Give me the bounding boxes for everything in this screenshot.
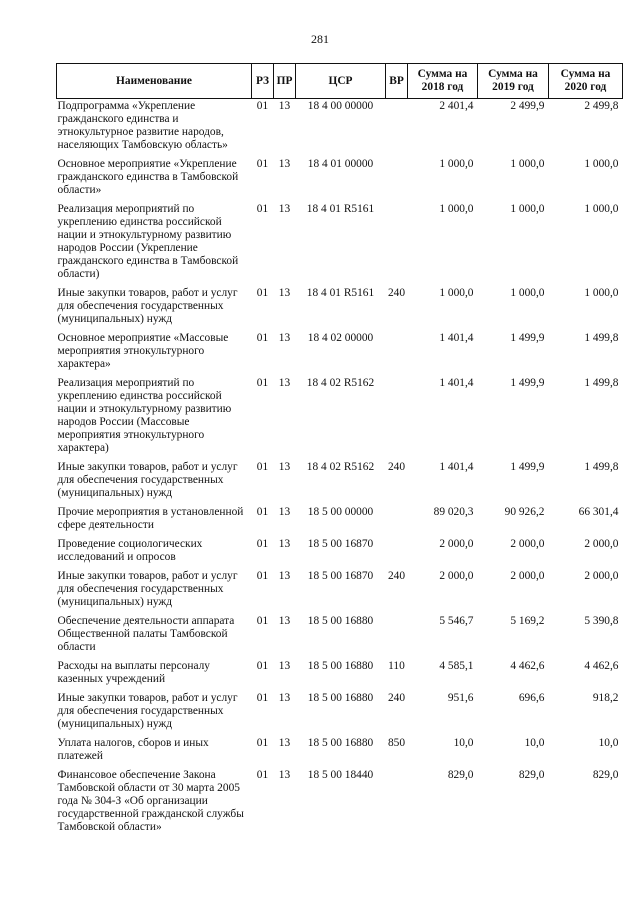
row-csr: 18 4 02 00000 (307, 332, 374, 344)
row-pr: 13 (278, 332, 291, 344)
row-sum-2019: 2 000,0 (510, 538, 545, 550)
row-rz: 01 (256, 377, 269, 389)
row-csr: 18 5 00 16880 (307, 692, 374, 704)
row-vr (386, 768, 408, 839)
row-name: Расходы на выплаты персоналу казенных учреждений (57, 660, 210, 685)
row-name: Реализация мероприятий по укреплению единства российской нации и этнокультурному развитию народов России (Массовые мероприятия этнокультурного характера) (57, 377, 232, 454)
row-sum-2018: 1 401,4 (439, 332, 474, 344)
row-csr: 18 5 00 18440 (307, 769, 374, 781)
row-rz: 01 (256, 506, 269, 518)
row-rz: 01 (256, 538, 269, 550)
row-pr: 13 (278, 287, 291, 299)
row-pr: 13 (278, 660, 291, 672)
row-rz: 01 (256, 100, 269, 112)
row-rz: 01 (256, 461, 269, 473)
row-vr (386, 614, 408, 659)
row-sum-2019: 2 000,0 (510, 570, 545, 582)
row-pr: 13 (278, 461, 291, 473)
table-row (57, 569, 623, 614)
row-vr: 110 (388, 660, 405, 672)
row-csr: 18 4 01 R5161 (306, 287, 375, 299)
row-name: Реализация мероприятий по укреплению единства российской нации и этнокультурному развитию народов России (Укрепление гражданского единства в Тамбовской области) (57, 203, 239, 280)
row-sum-2020: 4 462,6 (584, 660, 619, 672)
row-rz: 01 (256, 287, 269, 299)
row-csr: 18 5 00 16870 (307, 538, 374, 550)
row-sum-2018: 2 000,0 (439, 538, 474, 550)
row-sum-2019: 2 499,9 (510, 100, 545, 112)
row-sum-2018: 951,6 (447, 692, 474, 704)
row-csr: 18 5 00 16880 (307, 737, 374, 749)
row-sum-2020: 1 499,8 (584, 461, 619, 473)
row-sum-2019: 696,6 (518, 692, 545, 704)
row-rz: 01 (256, 769, 269, 781)
row-csr: 18 4 01 00000 (307, 158, 374, 170)
table-row (57, 736, 623, 768)
row-vr: 240 (387, 692, 406, 704)
header-sum-2018: Сумма на 2018 год (408, 64, 478, 99)
row-sum-2020: 66 301,4 (578, 506, 619, 518)
header-rz: РЗ (252, 64, 274, 99)
row-sum-2020: 5 390,8 (584, 615, 619, 627)
row-sum-2020: 1 499,8 (584, 332, 619, 344)
row-name: Прочие мероприятия в установленной сфере деятельности (57, 506, 244, 531)
row-rz: 01 (256, 158, 269, 170)
row-vr (386, 505, 408, 537)
header-sum-2020: Сумма на 2020 год (549, 64, 623, 99)
row-csr: 18 5 00 16880 (307, 660, 374, 672)
row-sum-2019: 829,0 (518, 769, 545, 781)
table-row (57, 99, 623, 158)
row-sum-2018: 10,0 (453, 737, 474, 749)
row-vr (386, 157, 408, 202)
row-sum-2019: 5 169,2 (510, 615, 545, 627)
row-csr: 18 4 01 R5161 (306, 203, 375, 215)
row-sum-2019: 4 462,6 (510, 660, 545, 672)
row-sum-2020: 918,2 (592, 692, 619, 704)
table-row (57, 286, 623, 331)
row-vr: 240 (387, 461, 406, 473)
row-sum-2018: 1 401,4 (439, 377, 474, 389)
header-pr: ПР (274, 64, 296, 99)
row-sum-2020: 2 000,0 (584, 570, 619, 582)
row-sum-2020: 2 000,0 (584, 538, 619, 550)
row-sum-2019: 1 000,0 (510, 158, 545, 170)
table-row (57, 768, 623, 839)
table-row (57, 659, 623, 691)
table-row (57, 157, 623, 202)
row-name: Иные закупки товаров, работ и услуг для обеспечения государственных (муниципальных) нужд (57, 461, 238, 499)
row-sum-2018: 1 401,4 (439, 461, 474, 473)
row-pr: 13 (278, 506, 291, 518)
table-row (57, 202, 623, 286)
row-csr: 18 5 00 16880 (307, 615, 374, 627)
row-pr: 13 (278, 737, 291, 749)
row-rz: 01 (256, 332, 269, 344)
row-vr: 850 (387, 737, 406, 749)
row-name: Иные закупки товаров, работ и услуг для обеспечения государственных (муниципальных) нужд (57, 692, 238, 730)
row-name: Уплата налогов, сборов и иных платежей (57, 737, 209, 762)
row-sum-2020: 1 000,0 (584, 203, 619, 215)
row-sum-2020: 1 000,0 (584, 158, 619, 170)
row-rz: 01 (256, 692, 269, 704)
row-sum-2019: 1 499,9 (510, 461, 545, 473)
row-sum-2019: 10,0 (524, 737, 545, 749)
table-row (57, 505, 623, 537)
row-vr: 240 (387, 570, 406, 582)
row-vr: 240 (387, 287, 406, 299)
table-row (57, 460, 623, 505)
row-pr: 13 (278, 158, 291, 170)
table-row (57, 376, 623, 460)
row-sum-2020: 1 499,8 (584, 377, 619, 389)
row-csr: 18 5 00 16870 (307, 570, 374, 582)
row-sum-2020: 10,0 (598, 737, 619, 749)
row-sum-2018: 1 000,0 (439, 287, 474, 299)
row-sum-2020: 1 000,0 (584, 287, 619, 299)
row-sum-2018: 2 401,4 (439, 100, 474, 112)
row-sum-2018: 2 000,0 (439, 570, 474, 582)
header-name: Наименование (57, 64, 252, 99)
header-vr: ВР (386, 64, 408, 99)
row-csr: 18 4 00 00000 (307, 100, 374, 112)
row-pr: 13 (278, 538, 291, 550)
row-sum-2018: 829,0 (447, 769, 474, 781)
row-name: Основное мероприятие «Укрепление гражданского единства в Тамбовской области» (57, 158, 239, 196)
row-rz: 01 (256, 203, 269, 215)
row-pr: 13 (278, 100, 291, 112)
row-sum-2018: 5 546,7 (439, 615, 474, 627)
row-rz: 01 (256, 615, 269, 627)
row-sum-2019: 90 926,2 (504, 506, 545, 518)
row-pr: 13 (278, 377, 291, 389)
row-name: Проведение социологических исследований и опросов (57, 538, 203, 563)
row-name: Подпрограмма «Укрепление гражданского единства и этнокультурное развитие народов, населяющих Тамбовскую область» (57, 100, 228, 151)
row-vr (386, 376, 408, 460)
table-header-row (57, 64, 623, 99)
table-row (57, 331, 623, 376)
page-number: 281 (311, 32, 329, 46)
row-name: Иные закупки товаров, работ и услуг для обеспечения государственных (муниципальных) нужд (57, 570, 238, 608)
row-name: Финансовое обеспечение Закона Тамбовской области от 30 марта 2005 года № 304-З «Об организации государственной гражданской службы Тамбовской области» (57, 769, 244, 833)
row-pr: 13 (278, 570, 291, 582)
row-sum-2019: 1 499,9 (510, 377, 545, 389)
table-row (57, 614, 623, 659)
header-sum-2019: Сумма на 2019 год (478, 64, 549, 99)
row-name: Обеспечение деятельности аппарата Общественной палаты Тамбовской области (57, 615, 235, 653)
row-sum-2019: 1 000,0 (510, 203, 545, 215)
row-pr: 13 (278, 692, 291, 704)
table-row (57, 537, 623, 569)
row-sum-2018: 89 020,3 (433, 506, 474, 518)
row-vr (386, 202, 408, 286)
row-csr: 18 5 00 00000 (307, 506, 374, 518)
row-vr (386, 331, 408, 376)
row-csr: 18 4 02 R5162 (306, 461, 375, 473)
table-row (57, 691, 623, 736)
row-pr: 13 (278, 203, 291, 215)
row-sum-2019: 1 499,9 (510, 332, 545, 344)
row-sum-2020: 2 499,8 (584, 100, 619, 112)
row-rz: 01 (256, 660, 269, 672)
row-pr: 13 (278, 769, 291, 781)
row-pr: 13 (278, 615, 291, 627)
row-vr (386, 99, 408, 158)
row-sum-2020: 829,0 (592, 769, 619, 781)
header-csr: ЦСР (296, 64, 386, 99)
row-name: Иные закупки товаров, работ и услуг для обеспечения государственных (муниципальных) нужд (57, 287, 238, 325)
row-rz: 01 (256, 570, 269, 582)
row-vr (386, 537, 408, 569)
row-rz: 01 (256, 737, 269, 749)
budget-table (56, 63, 623, 839)
row-name: Основное мероприятие «Массовые мероприятия этнокультурного характера» (57, 332, 229, 370)
row-sum-2018: 4 585,1 (439, 660, 474, 672)
row-sum-2019: 1 000,0 (510, 287, 545, 299)
row-sum-2018: 1 000,0 (439, 158, 474, 170)
row-sum-2018: 1 000,0 (439, 203, 474, 215)
row-csr: 18 4 02 R5162 (306, 377, 375, 389)
